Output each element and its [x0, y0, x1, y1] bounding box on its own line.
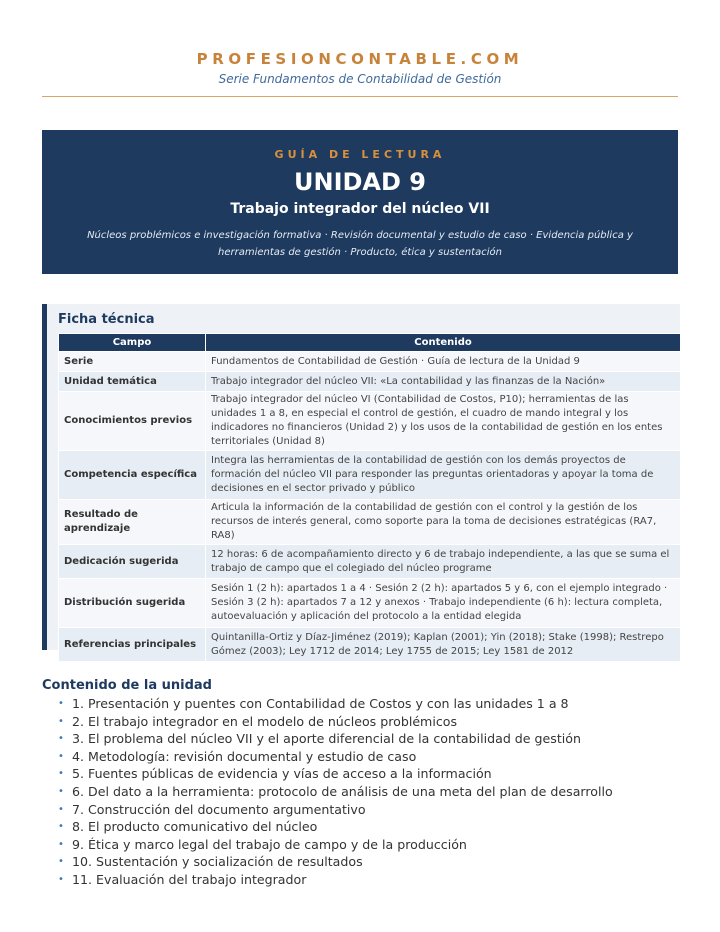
list-item-label: 8. El producto comunicativo del núcleo: [72, 819, 318, 835]
table-row: [59, 392, 681, 451]
row-value: Articula la información de la contabilidad de gestión con el control y la gestión de los recursos de interés general, como soporte para la toma de decisiones estratégicas (RA7, RA8): [206, 500, 681, 545]
technical-sheet: [42, 304, 680, 657]
row-value: Quintanilla-Ortiz y Díaz-Jiménez (2019); Kaplan (2001); Yin (2018); Stake (1998); Restrepo Gómez (2003); Ley 1712 de 2014; Ley 1755 de 2015; Ley 1581 de 2012: [206, 628, 681, 662]
list-item-label: 2. El trabajo integrador en el modelo de núcleos problémicos: [72, 713, 458, 729]
bullet-icon: •: [58, 873, 64, 885]
row-value: Sesión 1 (2 h): apartados 1 a 4 · Sesión 2 (2 h): apartados 5 y 6, con el ejemplo integrado · Sesión 3 (2 h): apartados 7 a 12 y anexos · Trabajo independiente (6 h): lectura completa, autoevaluación y aplicación del protocolo a la entidad elegida: [206, 579, 681, 628]
list-item-label: 10. Sustentación y socialización de resultados: [72, 854, 363, 870]
row-field: Conocimientos previos: [59, 392, 206, 451]
list-item: [58, 818, 678, 836]
contents-title: Contenido de la unidad: [42, 678, 212, 693]
row-field: Unidad temática: [59, 372, 206, 392]
list-item: [58, 836, 678, 854]
row-value: 12 horas: 6 de acompañamiento directo y 6 de trabajo independiente, a las que se suma el trabajo de campo que el colegiado del núcleo programe: [206, 545, 681, 579]
list-item: [58, 801, 678, 819]
unit-topics: Núcleos problémicos e investigación formativa · Revisión documental y estudio de caso · Evidencia pública y herramientas de gestión · Producto, ética y sustentación: [87, 230, 633, 258]
row-value: Integra las herramientas de la contabilidad de gestión con los demás proyectos de formación del núcleo VII para responder las preguntas orientadoras y apoyar la toma de decisiones en el sector privado y público: [206, 451, 681, 500]
banner-kicker: GUÍA DE LECTURA: [274, 148, 446, 161]
list-item: [58, 765, 678, 783]
row-value: Fundamentos de Contabilidad de Gestión · Guía de lectura de la Unidad 9: [206, 352, 681, 372]
series-subtitle: Serie Fundamentos de Contabilidad de Gestión: [218, 72, 502, 86]
list-item: [58, 871, 678, 889]
list-item: [58, 853, 678, 871]
list-item-label: 4. Metodología: revisión documental y estudio de caso: [72, 748, 417, 764]
unit-contents: [42, 678, 678, 889]
list-item-label: 1. Presentación y puentes con Contabilidad de Costos y con las unidades 1 a 8: [72, 696, 569, 711]
table-row: [59, 500, 681, 545]
bullet-icon: •: [58, 785, 64, 797]
list-item-label: 5. Fuentes públicas de evidencia y vías de acceso a la información: [72, 766, 492, 782]
row-value: Trabajo integrador del núcleo VII: «La contabilidad y las finanzas de la Nación»: [206, 372, 681, 392]
row-field: Serie: [59, 352, 206, 372]
site-brand: PROFESIONCONTABLE.COM: [196, 50, 524, 68]
bullet-icon: •: [58, 698, 64, 709]
table-header-row: [59, 334, 681, 352]
list-item: [58, 730, 678, 748]
list-item-label: 6. Del dato a la herramienta: protocolo de análisis de una meta del plan de desarrollo: [72, 783, 613, 799]
unit-subtitle: Trabajo integrador del núcleo VII: [230, 201, 490, 217]
table-row: [59, 628, 681, 662]
table-row: [59, 451, 681, 500]
row-field: Dedicación sugerida: [59, 545, 206, 579]
bullet-icon: •: [58, 733, 64, 745]
list-item: [58, 748, 678, 766]
bullet-icon: •: [58, 750, 64, 762]
list-item: [58, 783, 678, 801]
bullet-icon: •: [58, 768, 64, 780]
column-header-contenido: Contenido: [206, 334, 681, 352]
bullet-icon: •: [58, 803, 64, 815]
technical-sheet-title: Ficha técnica: [58, 312, 155, 327]
table-row: [59, 545, 681, 579]
list-item-label: 9. Ética y marco legal del trabajo de campo y de la producción: [72, 836, 467, 852]
row-value: Trabajo integrador del núcleo VI (Contabilidad de Costos, P10); herramientas de las unidades 1 a 8, en especial el control de gestión, el cuadro de mando integral y los indicadores no financieros (Unidad 2) y los usos de la contabilidad de gestión en los entes territoriales (Unidad 8): [206, 392, 681, 451]
unit-title: UNIDAD 9: [294, 168, 426, 196]
list-item-label: 3. El problema del núcleo VII y el aporte diferencial de la contabilidad de gestión: [72, 731, 581, 747]
bullet-icon: •: [58, 715, 64, 727]
list-item: [58, 713, 678, 731]
technical-sheet-table: [58, 333, 681, 662]
table-row: [59, 372, 681, 392]
bullet-icon: •: [58, 856, 64, 868]
bullet-icon: •: [58, 838, 64, 850]
row-field: Competencia específica: [59, 451, 206, 500]
title-banner: [42, 130, 678, 274]
list-item-label: 7. Construcción del documento argumentativo: [72, 801, 366, 817]
table-row: [59, 352, 681, 372]
row-field: Resultado de aprendizaje: [59, 500, 206, 545]
table-row: [59, 579, 681, 628]
row-field: Referencias principales: [59, 628, 206, 662]
contents-list: [42, 695, 678, 889]
column-header-campo: Campo: [59, 334, 206, 352]
row-field: Distribución sugerida: [59, 579, 206, 628]
list-item-label: 11. Evaluación del trabajo integrador: [72, 871, 307, 887]
bullet-icon: •: [58, 821, 64, 833]
list-item: [58, 695, 678, 713]
header-divider: [42, 96, 678, 97]
